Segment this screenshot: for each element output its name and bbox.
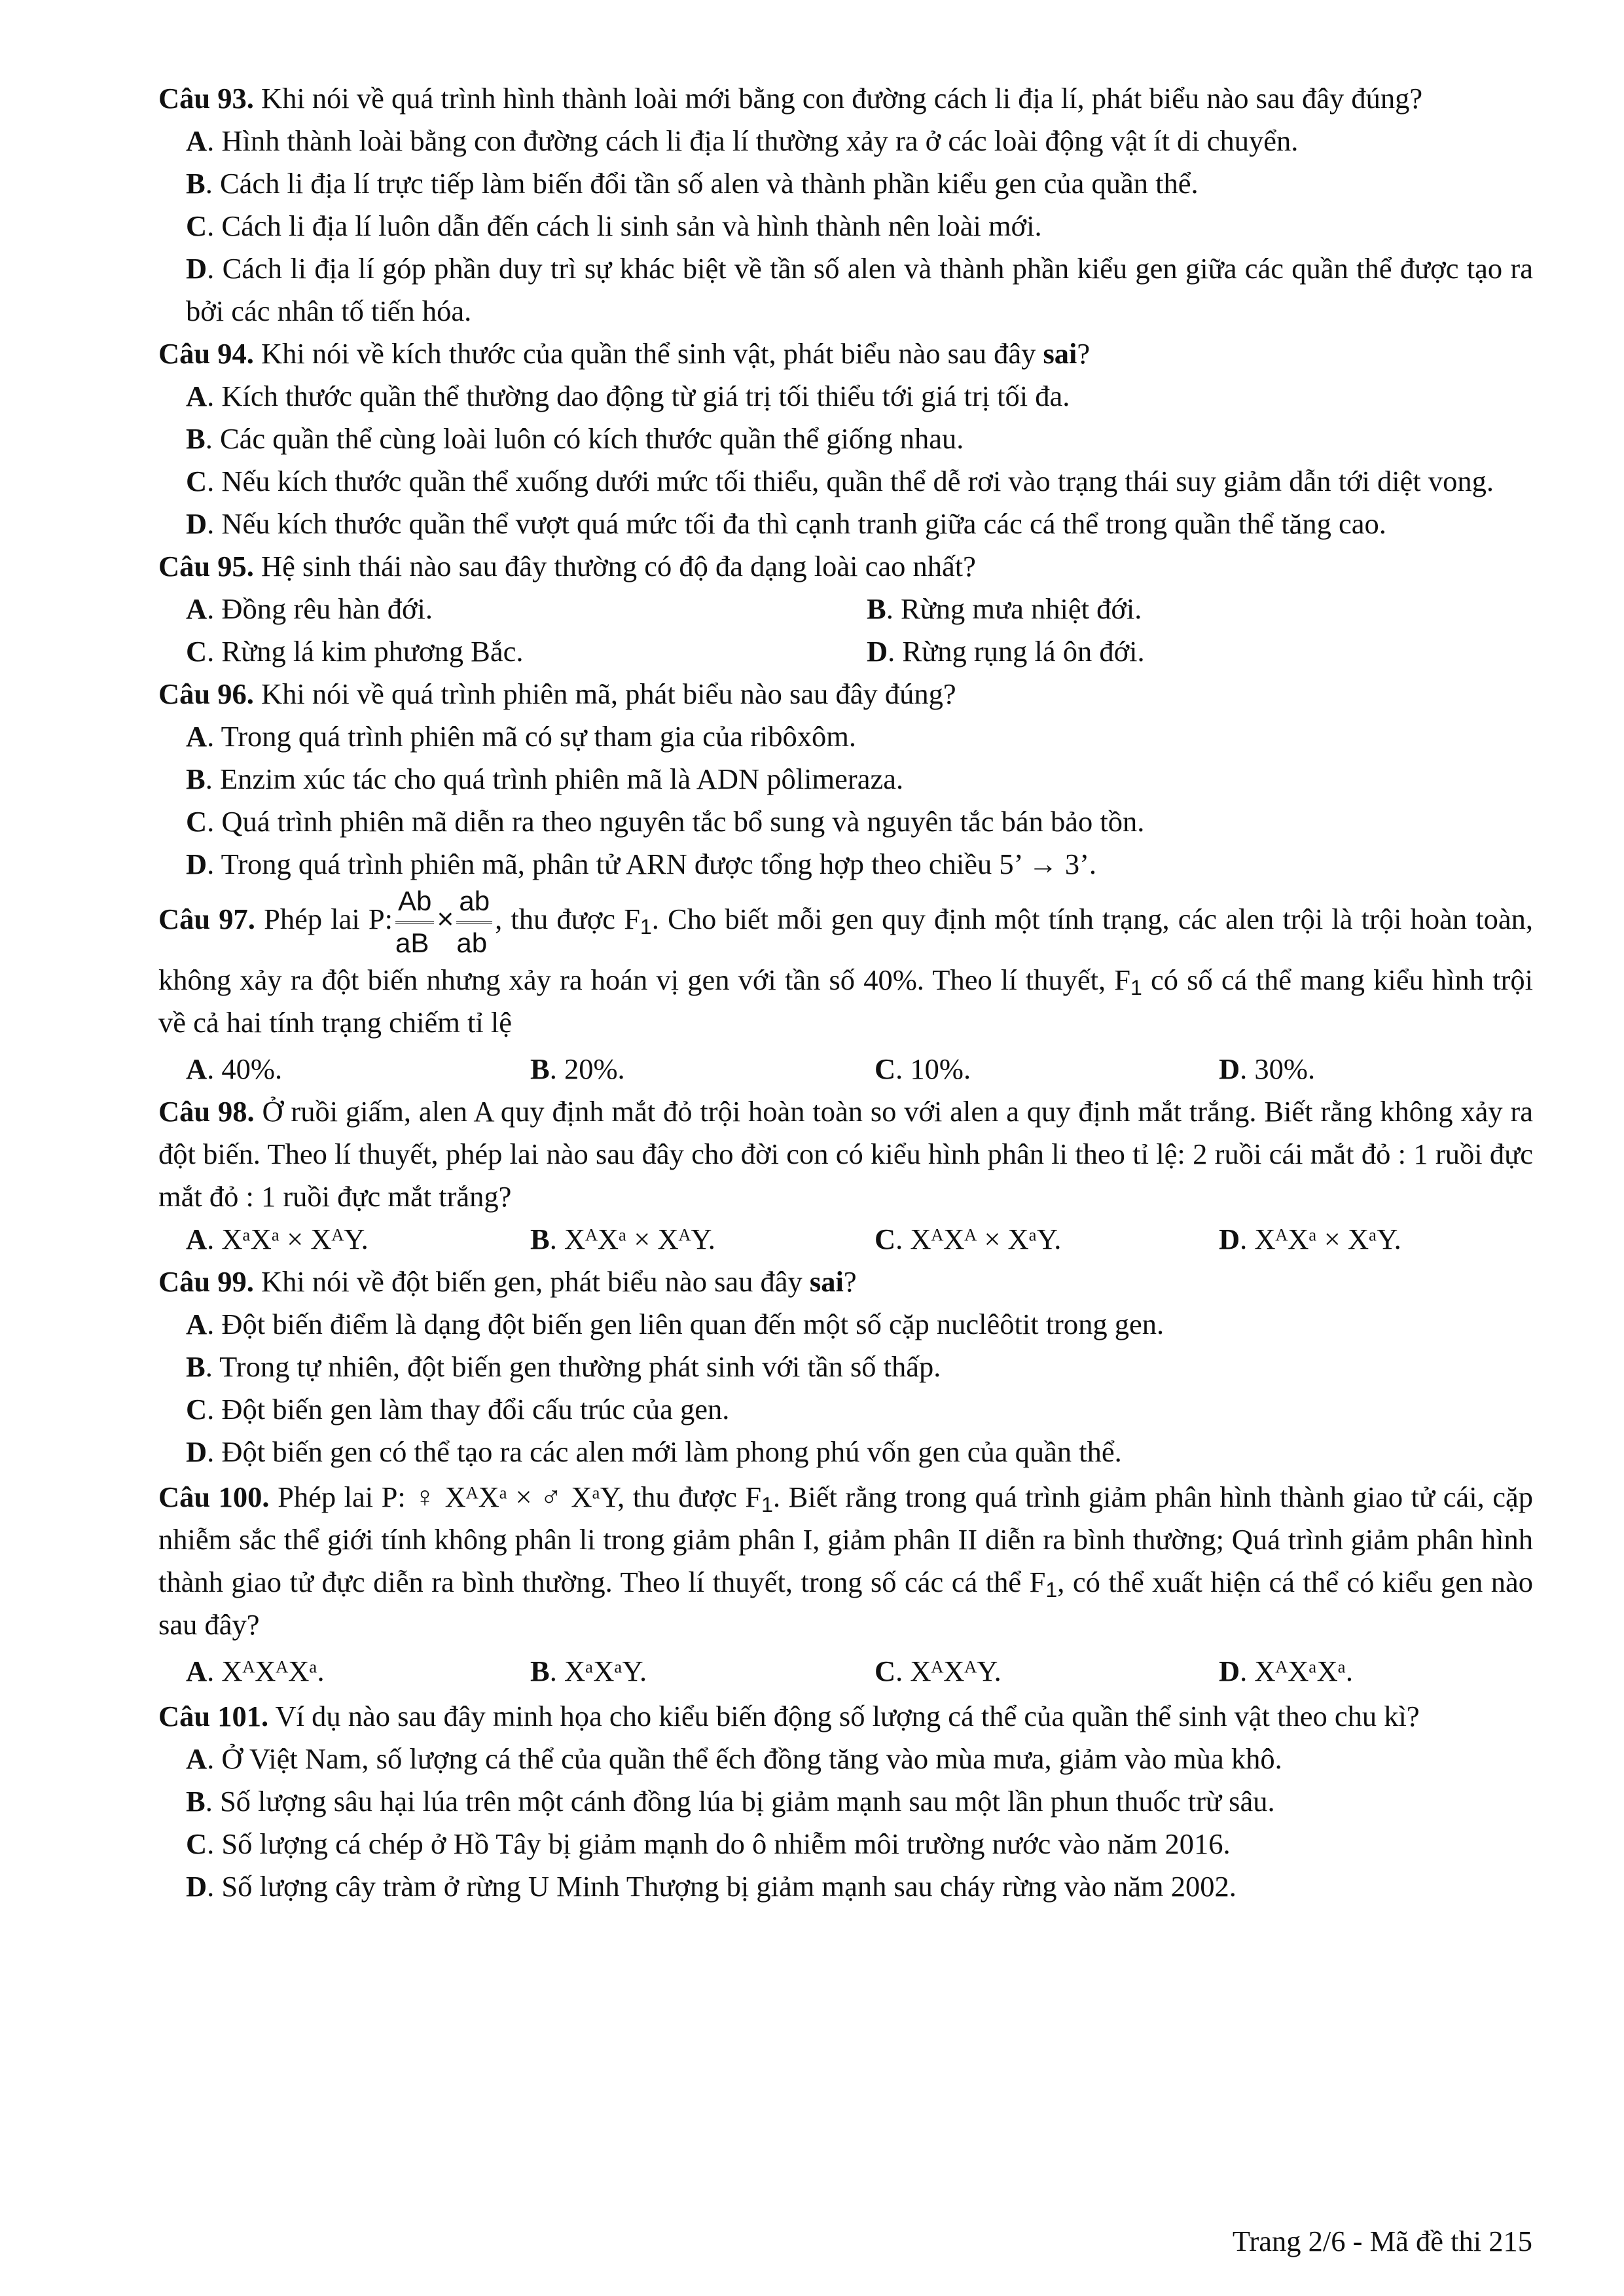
- option-d: D. Số lượng cây tràm ở rừng U Minh Thượng bị giảm mạnh sau cháy rừng vào năm 2002.: [186, 1870, 1236, 1903]
- question-99: [158, 1261, 1533, 1473]
- question-101: [158, 1695, 1533, 1908]
- options-grid: [158, 1048, 1533, 1090]
- option-letter: D: [186, 848, 208, 880]
- question-100: [158, 1476, 1533, 1693]
- option-letter: B: [186, 1350, 206, 1383]
- option-text: Cách li địa lí luôn dẫn đến cách li sinh sản và hình thành nên loài mới.: [221, 209, 1042, 242]
- subscript: 1: [1045, 1578, 1058, 1602]
- option-letter: B: [186, 762, 206, 795]
- question-number: Câu 98.: [158, 1095, 255, 1128]
- question-text: Ở ruồi giấm, alen A quy định mắt đỏ trội hoàn toàn so với alen a quy định mắt trắng. Biết rằng không xảy ra đột biến. Theo lí thuyết, phép lai nào sau đây cho đời con có kiểu hình phân li theo tỉ lệ: 2 ruồi cái mắt đỏ : 1 ruồi đực mắt đỏ : 1 ruồi đực mắt trắng?: [158, 1095, 1533, 1213]
- page-footer: Trang 2/6 - Mã đề thi 215: [1232, 2225, 1532, 2257]
- question-text: Khi nói về quá trình hình thành loài mới bằng con đường cách li địa lí, phát biểu nào sau đây đúng?: [261, 82, 1423, 115]
- option-text: XᴬXᴬ × XᵃY.: [910, 1223, 1062, 1255]
- question-text-end: ?: [843, 1265, 857, 1298]
- option-a: A. Hình thành loài bằng con đường cách li địa lí thường xảy ra ở các loài động vật ít di chuyển.: [186, 124, 1299, 157]
- option-letter: B: [186, 1785, 206, 1818]
- option-letter: A: [186, 124, 208, 157]
- option-letter: A: [186, 1655, 208, 1687]
- option-d: D. XᴬXᵃXᵃ.: [1219, 1655, 1354, 1687]
- cross-symbol: ×: [437, 903, 454, 936]
- option-text: Rừng mưa nhiệt đới.: [900, 592, 1142, 625]
- question-text: F: [1114, 963, 1131, 996]
- option-b: B. 20%.: [530, 1052, 625, 1085]
- question-number: Câu 100.: [158, 1480, 270, 1513]
- option-letter: C: [186, 1827, 208, 1860]
- question-number: Câu 93.: [158, 82, 254, 115]
- question-stem: [158, 77, 1533, 120]
- option-text: Enzim xúc tác cho quá trình phiên mã là ADN pôlimeraza.: [219, 762, 904, 795]
- option-letter: D: [1219, 1052, 1240, 1085]
- question-95: [158, 545, 1533, 673]
- option-text: XᵃXᵃY.: [564, 1655, 647, 1687]
- question-number: Câu 96.: [158, 677, 254, 710]
- option-text: Trong quá trình phiên mã, phân tử ARN được tổng hợp theo chiều 5’ → 3’.: [221, 848, 1097, 880]
- option-text: Các quần thể cùng loài luôn có kích thước quần thể giống nhau.: [219, 422, 964, 455]
- option-text: Nếu kích thước quần thể xuống dưới mức tối thiểu, quần thể dễ rơi vào trạng thái suy giảm dẫn tới diệt vong.: [221, 465, 1494, 497]
- option-text: Đột biến gen có thể tạo ra các alen mới làm phong phú vốn gen của quần thể.: [221, 1435, 1122, 1468]
- option-letter: C: [186, 635, 208, 668]
- question-text-end: ?: [1077, 337, 1091, 370]
- option-text: XᴬXᵃ × XᴬY.: [564, 1223, 715, 1255]
- option-letter: D: [186, 1435, 208, 1468]
- option-letter: B: [186, 422, 206, 455]
- option-text: Rừng rụng lá ôn đới.: [902, 635, 1145, 668]
- question-number: Câu 101.: [158, 1700, 269, 1732]
- option-b: B. Các quần thể cùng loài luôn có kích thước quần thể giống nhau.: [186, 422, 964, 455]
- options-grid: [158, 1218, 1533, 1261]
- option-letter: D: [186, 252, 208, 285]
- option-text: Đột biến gen làm thay đổi cấu trúc của gen.: [221, 1393, 730, 1426]
- question-text: Hệ sinh thái nào sau đây thường có độ đa dạng loài cao nhất?: [261, 550, 976, 583]
- question-stem: [158, 673, 1533, 715]
- option-letter: B: [867, 592, 886, 625]
- option-c: C. XᴬXᴬ × XᵃY.: [875, 1223, 1062, 1255]
- option-a: A. XᵃXᵃ × XᴬY.: [186, 1223, 369, 1255]
- question-text: , thu được F: [495, 903, 640, 936]
- question-93: [158, 77, 1533, 332]
- option-letter: B: [186, 167, 206, 200]
- question-text: . Biết rằng trong quá trình giảm phân hình thành giao tử cái, cặp nhiễm sắc thể giới tính không phân li trong giảm phân I, giảm phân II diễn ra bình thường; Quá trình giảm phân hình thành giao tử đực diễn ra bình thường. Theo lí thuyết, trong số các cá thể F: [158, 1480, 1533, 1598]
- question-stem: [158, 1476, 1533, 1646]
- question-96: [158, 673, 1533, 886]
- question-stem: [158, 1695, 1533, 1738]
- option-c: C. 10%.: [875, 1052, 971, 1085]
- option-letter: C: [875, 1223, 896, 1255]
- option-d: D. Nếu kích thước quần thể vượt quá mức tối đa thì cạnh tranh giữa các cá thể trong quần thể tăng cao.: [186, 507, 1386, 540]
- question-stem: [158, 545, 1533, 588]
- question-text: Khi nói về quá trình phiên mã, phát biểu nào sau đây đúng?: [261, 677, 956, 710]
- fraction-numerator: ab: [456, 886, 492, 924]
- option-d: D. Trong quá trình phiên mã, phân tử ARN được tổng hợp theo chiều 5’ → 3’.: [186, 848, 1097, 880]
- option-letter: D: [186, 1870, 208, 1903]
- option-a: A. Đột biến điểm là dạng đột biến gen liên quan đến một số cặp nuclêôtit trong gen.: [186, 1308, 1164, 1340]
- option-text: Cách li địa lí trực tiếp làm biến đổi tần số alen và thành phần kiểu gen của quần thể.: [219, 167, 1199, 200]
- subscript: 1: [640, 915, 652, 939]
- option-c: C. Quá trình phiên mã diễn ra theo nguyên tắc bổ sung và nguyên tắc bán bảo tồn.: [186, 805, 1145, 838]
- option-text: Trong tự nhiên, đột biến gen thường phát sinh với tần số thấp.: [219, 1350, 941, 1383]
- option-d: D. Rừng rụng lá ôn đới.: [867, 635, 1145, 668]
- option-text: Số lượng sâu hại lúa trên một cánh đồng lúa bị giảm mạnh sau một lần phun thuốc trừ sâu.: [219, 1785, 1275, 1818]
- option-text: Rừng lá kim phương Bắc.: [221, 635, 524, 668]
- option-letter: C: [186, 209, 208, 242]
- fraction-denominator: ab: [456, 927, 488, 958]
- options-grid: [158, 588, 1533, 673]
- question-text: Khi nói về đột biến gen, phát biểu nào sau đây: [261, 1265, 803, 1298]
- option-c: C. Đột biến gen làm thay đổi cấu trúc của gen.: [186, 1393, 730, 1426]
- option-letter: C: [186, 465, 208, 497]
- option-text: 30%.: [1254, 1052, 1316, 1085]
- question-text: . Cho biết mỗi gen quy định một tính trạng, các alen trội là trội hoàn toàn, không xảy ra đột biến nhưng xảy ra hoán vị gen với tần số 40%. Theo lí thuyết,: [158, 903, 1534, 996]
- option-text: Đột biến điểm là dạng đột biến gen liên quan đến một số cặp nuclêôtit trong gen.: [221, 1308, 1164, 1340]
- option-b: B. Cách li địa lí trực tiếp làm biến đổi tần số alen và thành phần kiểu gen của quần thể.: [186, 167, 1199, 200]
- question-number: Câu 97.: [158, 903, 255, 936]
- genotype-fraction-2: [456, 886, 492, 959]
- option-d: D. XᴬXᵃ × XᵃY.: [1219, 1223, 1401, 1255]
- option-letter: A: [186, 720, 208, 753]
- options-grid: [158, 1650, 1533, 1693]
- option-text: 10%.: [910, 1052, 971, 1085]
- exam-page: [158, 77, 1533, 1908]
- question-number: Câu 95.: [158, 550, 254, 583]
- option-letter: A: [186, 1052, 208, 1085]
- question-94: [158, 332, 1533, 545]
- subscript: 1: [1130, 976, 1142, 999]
- option-b: B. Trong tự nhiên, đột biến gen thường phát sinh với tần số thấp.: [186, 1350, 941, 1383]
- option-letter: A: [186, 380, 208, 412]
- option-letter: C: [186, 805, 208, 838]
- option-letter: B: [530, 1223, 550, 1255]
- question-stem: [158, 1090, 1533, 1218]
- option-letter: C: [875, 1655, 896, 1687]
- option-text: Kích thước quần thể thường dao động từ giá trị tối thiểu tới giá trị tối đa.: [221, 380, 1070, 412]
- option-text: Ở Việt Nam, số lượng cá thể của quần thể ếch đồng tăng vào mùa mưa, giảm vào mùa khô.: [221, 1742, 1282, 1775]
- option-letter: B: [530, 1052, 550, 1085]
- question-keyword: sai: [1043, 337, 1077, 370]
- option-d: D. 30%.: [1219, 1052, 1316, 1085]
- option-a: A. Đồng rêu hàn đới.: [186, 592, 433, 625]
- option-c: C. Số lượng cá chép ở Hồ Tây bị giảm mạnh do ô nhiễm môi trường nước vào năm 2016.: [186, 1827, 1231, 1860]
- option-text: XᴬXᵃXᵃ.: [1254, 1655, 1354, 1687]
- option-c: C. Rừng lá kim phương Bắc.: [186, 635, 524, 668]
- option-text: Cách li địa lí góp phần duy trì sự khác biệt về tần số alen và thành phần kiểu gen giữa các quần thể được tạo ra bởi các nhân tố tiến hóa.: [186, 252, 1533, 327]
- question-text: Ví dụ nào sau đây minh họa cho kiểu biến động số lượng cá thể của quần thể sinh vật theo chu kì?: [275, 1700, 1420, 1732]
- option-d: D. Cách li địa lí góp phần duy trì sự khác biệt về tần số alen và thành phần kiểu gen giữa các quần thể được tạo ra bởi các nhân tố tiến hóa.: [186, 252, 1533, 327]
- option-text: Trong quá trình phiên mã có sự tham gia của ribôxôm.: [221, 720, 857, 753]
- option-text: 40%.: [221, 1052, 283, 1085]
- option-text: Nếu kích thước quần thể vượt quá mức tối đa thì cạnh tranh giữa các cá thể trong quần thể tăng cao.: [221, 507, 1386, 540]
- option-letter: B: [530, 1655, 550, 1687]
- question-98: [158, 1090, 1533, 1261]
- fraction-denominator: aB: [395, 927, 429, 958]
- option-a: A. Trong quá trình phiên mã có sự tham gia của ribôxôm.: [186, 720, 857, 753]
- option-c: C. XᴬXᴬY.: [875, 1655, 1001, 1687]
- option-text: Số lượng cá chép ở Hồ Tây bị giảm mạnh do ô nhiễm môi trường nước vào năm 2016.: [221, 1827, 1231, 1860]
- option-text: XᴬXᵃ × XᵃY.: [1254, 1223, 1401, 1255]
- option-letter: A: [186, 1742, 208, 1775]
- option-text: XᴬXᴬXᵃ.: [221, 1655, 325, 1687]
- question-text: , có thể xuất hiện cá thể có kiểu gen nào sau đây?: [158, 1566, 1533, 1641]
- genotype-fraction-1: [395, 886, 434, 959]
- fraction-numerator: Ab: [395, 886, 434, 924]
- option-letter: D: [1219, 1655, 1240, 1687]
- question-keyword: sai: [809, 1265, 844, 1298]
- option-b: B. Số lượng sâu hại lúa trên một cánh đồng lúa bị giảm mạnh sau một lần phun thuốc trừ sâu.: [186, 1785, 1275, 1818]
- option-c: C. Nếu kích thước quần thể xuống dưới mức tối thiểu, quần thể dễ rơi vào trạng thái suy giảm dẫn tới diệt vong.: [186, 465, 1494, 497]
- option-letter: D: [867, 635, 888, 668]
- question-97: [158, 886, 1533, 1090]
- question-number: Câu 99.: [158, 1265, 254, 1298]
- option-a: A. 40%.: [186, 1052, 283, 1085]
- option-text: XᵃXᵃ × XᴬY.: [221, 1223, 369, 1255]
- option-text: Đồng rêu hàn đới.: [221, 592, 433, 625]
- option-letter: D: [1219, 1223, 1240, 1255]
- option-letter: D: [186, 507, 208, 540]
- question-text: có số cá thể mang kiểu hình trội về cả hai tính trạng chiếm tỉ lệ: [158, 963, 1534, 1039]
- option-a: A. Ở Việt Nam, số lượng cá thể của quần thể ếch đồng tăng vào mùa mưa, giảm vào mùa khô.: [186, 1742, 1282, 1775]
- option-letter: A: [186, 1223, 208, 1255]
- option-letter: A: [186, 592, 208, 625]
- option-text: Số lượng cây tràm ở rừng U Minh Thượng bị giảm mạnh sau cháy rừng vào năm 2002.: [221, 1870, 1236, 1903]
- subscript: 1: [761, 1493, 773, 1516]
- option-a: A. Kích thước quần thể thường dao động từ giá trị tối thiểu tới giá trị tối đa.: [186, 380, 1070, 412]
- question-stem: [158, 332, 1533, 375]
- question-text: Phép lai P: ♀ XᴬXᵃ × ♂ XᵃY, thu được F: [278, 1480, 762, 1513]
- option-a: A. XᴬXᴬXᵃ.: [186, 1655, 325, 1687]
- question-number: Câu 94.: [158, 337, 254, 370]
- question-text: Phép lai P:: [264, 903, 393, 936]
- option-b: B. XᴬXᵃ × XᴬY.: [530, 1223, 715, 1255]
- question-stem: [158, 886, 1533, 1044]
- option-c: C. Cách li địa lí luôn dẫn đến cách li sinh sản và hình thành nên loài mới.: [186, 209, 1042, 242]
- question-text: Khi nói về kích thước của quần thể sinh vật, phát biểu nào sau đây: [261, 337, 1036, 370]
- option-b: B. Enzim xúc tác cho quá trình phiên mã là ADN pôlimeraza.: [186, 762, 904, 795]
- option-d: D. Đột biến gen có thể tạo ra các alen mới làm phong phú vốn gen của quần thể.: [186, 1435, 1122, 1468]
- option-b: B. Rừng mưa nhiệt đới.: [867, 592, 1142, 625]
- option-letter: A: [186, 1308, 208, 1340]
- option-text: XᴬXᴬY.: [910, 1655, 1001, 1687]
- option-text: Hình thành loài bằng con đường cách li địa lí thường xảy ra ở các loài động vật ít di chuyển.: [221, 124, 1299, 157]
- option-text: Quá trình phiên mã diễn ra theo nguyên tắc bổ sung và nguyên tắc bán bảo tồn.: [221, 805, 1145, 838]
- option-text: 20%.: [564, 1052, 625, 1085]
- question-stem: [158, 1261, 1533, 1303]
- option-letter: C: [875, 1052, 896, 1085]
- option-b: B. XᵃXᵃY.: [530, 1655, 647, 1687]
- option-letter: C: [186, 1393, 208, 1426]
